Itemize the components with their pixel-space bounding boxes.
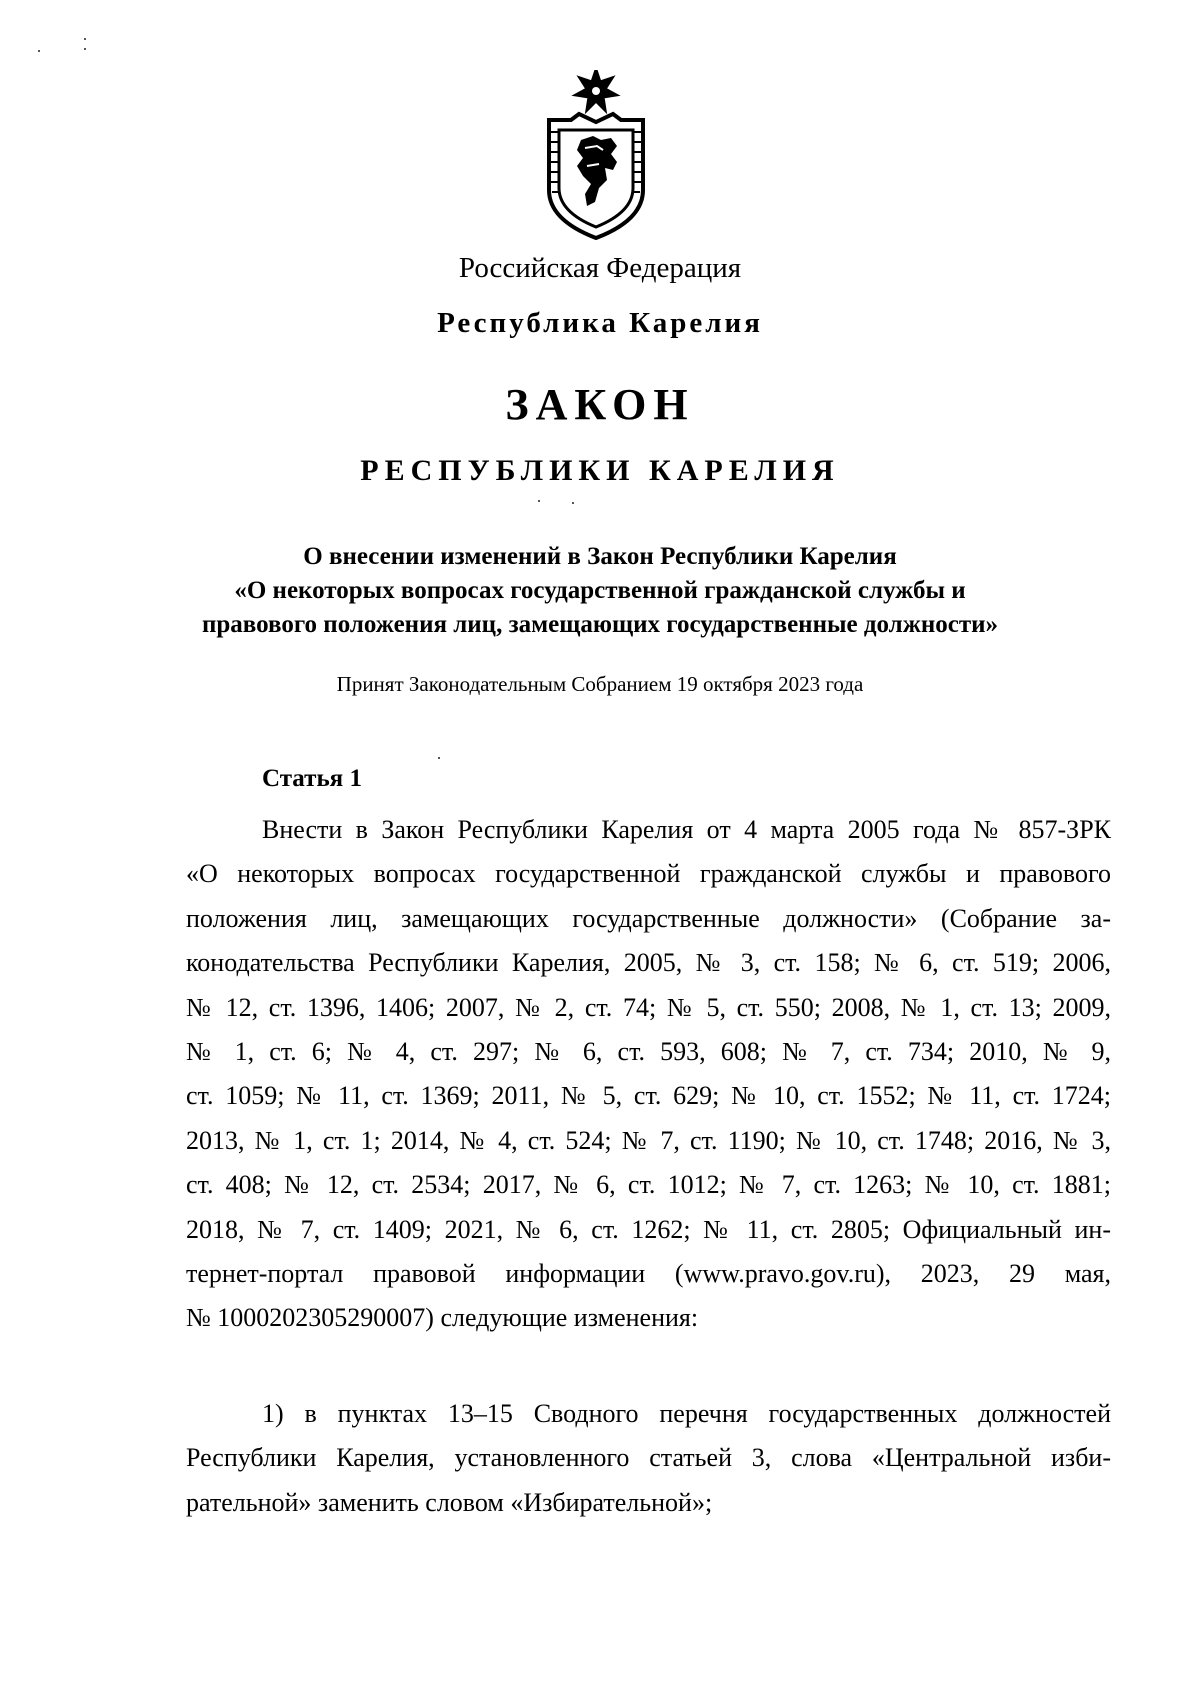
paragraph-line: ст. 1059; № 11, ст. 1369; 2011, № 5, ст. 629; № 10, ст. 1552; № 11, ст. 1724; [186,1081,1111,1111]
law-title [0,540,1200,642]
paragraph-line: «О некоторых вопросах государственной гражданской службы и правового [186,859,1111,889]
paragraph-line: положения лиц, замещающих государственные должности» (Собрание за- [186,903,1111,933]
paragraph-line: конодательства Республики Карелия, 2005, № 3, ст. 158; № 6, ст. 519; 2006, [186,948,1111,978]
law-title-line: «О некоторых вопросах государственной гражданской службы и [234,577,966,604]
paragraph-line: ст. 408; № 12, ст. 2534; 2017, № 6, ст. 1012; № 7, ст. 1263; № 10, ст. 1881; [186,1170,1111,1200]
law-subject-heading: РЕСПУБЛИКИ КАРЕЛИЯ [360,454,840,487]
paragraph-line: рательной» заменить словом «Избирательной»; [186,1487,713,1517]
scan-speck [538,500,540,502]
scan-speck [84,38,86,40]
republic-heading: Республика Карелия [437,307,763,339]
paragraph-line: Внести в Закон Республики Карелия от 4 марта 2005 года № 857-ЗРК [262,815,1111,844]
article-paragraph-1 [186,808,1111,1341]
law-title-line: О внесении изменений в Закон Республики Карелия [303,543,897,570]
paragraph-line: № 12, ст. 1396, 1406; 2007, № 2, ст. 74; № 5, ст. 550; 2008, № 1, ст. 13; 2009, [186,992,1111,1022]
law-title-line: правового положения лиц, замещающих государственные должности» [201,611,999,638]
law-heading: ЗАКОН [505,380,695,429]
paragraph-line: № 1, ст. 6; № 4, ст. 297; № 6, ст. 593, 608; № 7, ст. 734; 2010, № 9, [186,1036,1111,1066]
paragraph-line: 2013, № 1, ст. 1; 2014, № 4, ст. 524; № 7, ст. 1190; № 10, ст. 1748; 2016, № 3, [186,1125,1111,1155]
paragraph-line: Республики Карелия, установленного статьей 3, слова «Центральной изби- [186,1443,1111,1473]
paragraph-line: 2018, № 7, ст. 1409; 2021, № 6, ст. 1262; № 11, ст. 2805; Официальный ин- [186,1214,1111,1244]
federation-heading: Российская Федерация [458,252,742,284]
article-paragraph-2 [186,1392,1111,1525]
scan-speck [84,48,86,50]
adoption-note: Принят Законодательным Собранием 19 октября 2023 года [336,672,864,696]
scan-speck [572,502,574,504]
paragraph-line: тернет-портал правовой информации (www.pravo.gov.ru), 2023, 29 мая, [186,1258,1111,1288]
scan-speck [438,757,440,759]
karelia-coat-of-arms-icon [541,70,651,240]
scan-speck [38,50,40,52]
paragraph-line: 1) в пунктах 13–15 Сводного перечня государственных должностей [262,1399,1111,1428]
article-heading: Статья 1 [262,765,362,792]
paragraph-line: № 1000202305290007) следующие изменения: [186,1303,699,1333]
